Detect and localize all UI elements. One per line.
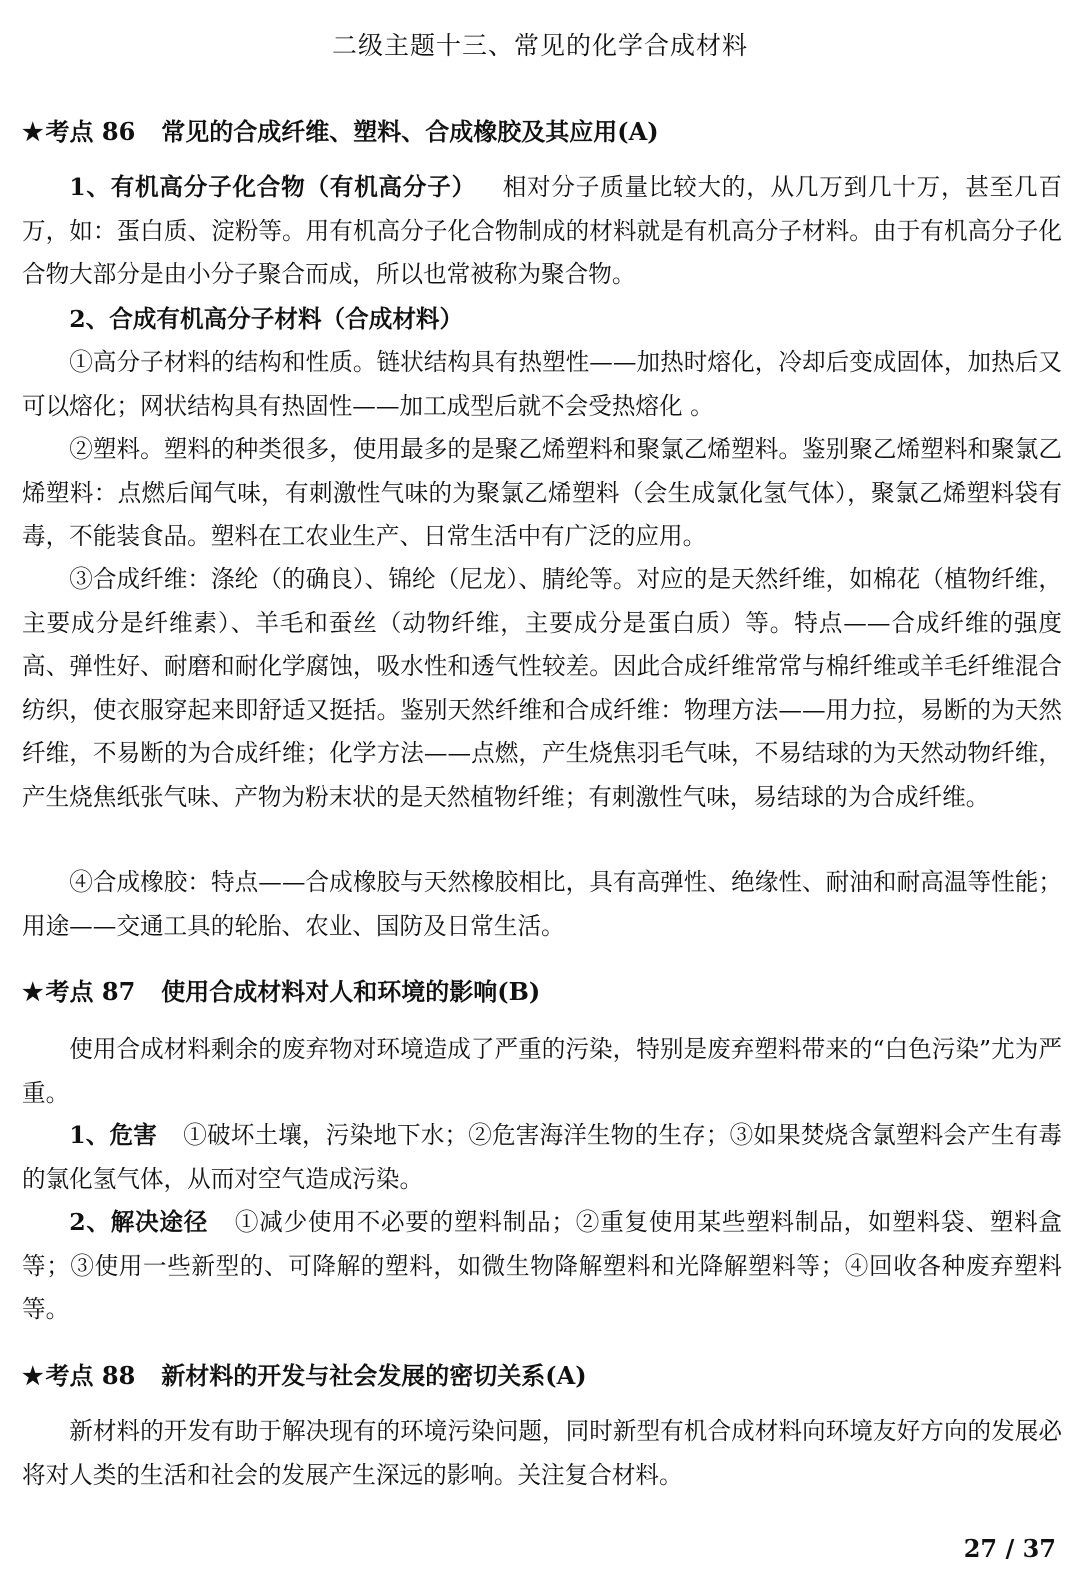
section-88-body: 新材料的开发有助于解决现有的环境污染问题，同时新型有机合成材料向环境友好方向的发展必将对人类的生活和社会的发展产生深远的影响。关注复合材料。 (22, 1417, 1062, 1489)
paragraph-2-heading: 2、合成有机高分子材料（合成材料） (69, 305, 464, 333)
solution-heading: 2、解决途径 (69, 1208, 209, 1236)
section-86-paragraph-1 (22, 166, 1062, 297)
section-86-item-4: ④合成橡胶：特点——合成橡胶与天然橡胶相比，具有高弹性、绝缘性、耐油和耐高温等性能；用途——交通工具的轮胎、农业、国防及日常生活。 (22, 868, 1062, 940)
solution-body: ①减少使用不必要的塑料制品；②重复使用某些塑料制品，如塑料袋、塑料盒等；③使用一些新型的、可降解的塑料，如微生物降解塑料和光降解塑料等；④回收各种废弃塑料等。 (22, 1208, 1062, 1324)
paragraph-1-body: 相对分子质量比较大的，从几万到几十万，甚至几百万，如：蛋白质、淀粉等。用有机高分子化合物制成的材料就是有机高分子材料。由于有机高分子化合物大部分是由小分子聚合而成，所以也常被称为聚合物。 (22, 173, 1062, 289)
star-icon: ★ (22, 117, 44, 146)
section-87-solution (22, 1201, 1062, 1332)
section-86-heading (22, 112, 1062, 147)
section-87-intro: 使用合成材料剩余的废弃物对环境造成了严重的污染，特别是废弃塑料带来的“白色污染”尤为严重。 (22, 1035, 1062, 1107)
section-86-title: 常见的合成纤维、塑料、合成橡胶及其应用(A) (161, 117, 659, 146)
section-87-label: 考点 87 (45, 977, 136, 1006)
harm-body: ①破坏土壤，污染地下水；②危害海洋生物的生存；③如果焚烧含氯塑料会产生有毒的氯化氢气体，从而对空气造成污染。 (22, 1121, 1063, 1193)
section-86-item-2: ②塑料。塑料的种类很多，使用最多的是聚乙烯塑料和聚氯乙烯塑料。鉴别聚乙烯塑料和聚氯乙烯塑料：点燃后闻气味，有刺激性气味的为聚氯乙烯塑料（会生成氯化氢气体），聚氯乙烯塑料袋有毒，不能装食品。塑料在工农业生产、日常生活中有广泛的应用。 (22, 435, 1062, 551)
section-87-heading (22, 972, 1062, 1007)
section-86-item-3: ③合成纤维：涤纶（的确良）、锦纶（尼龙）、腈纶等。对应的是天然纤维，如棉花（植物纤维，主要成分是纤维素）、羊毛和蚕丝（动物纤维，主要成分是蛋白质）等。特点——合成纤维的强度高、弹性好、耐磨和耐化学腐蚀，吸水性和透气性较差。因此合成纤维常常与棉纤维或羊毛纤维混合纺织，使衣服穿起来即舒适又挺括。鉴别天然纤维和合成纤维：物理方法——用力拉，易断的为天然纤维，不易断的为合成纤维；化学方法——点燃，产生烧焦羽毛气味，不易结球的为天然动物纤维，产生烧焦纸张气味、产物为粉末状的是天然植物纤维；有刺激性气味，易结球的为合成纤维。 (22, 565, 1062, 811)
harm-heading: 1、危害 (69, 1121, 158, 1149)
star-icon: ★ (22, 1361, 44, 1390)
section-86-label: 考点 86 (45, 117, 136, 146)
section-88-heading (22, 1356, 1062, 1391)
page-number: 27 / 37 (963, 1534, 1056, 1563)
star-icon: ★ (22, 977, 44, 1006)
section-86-item-1: ①高分子材料的结构和性质。链状结构具有热塑性——加热时熔化，冷却后变成固体，加热后又可以熔化；网状结构具有热固性——加工成型后就不会受热熔化 。 (22, 348, 1062, 420)
section-86-paragraph-2-heading (22, 298, 1062, 342)
paragraph-1-heading: 1、有机高分子化合物（有机高分子） (69, 173, 476, 201)
section-87-title: 使用合成材料对人和环境的影响(B) (161, 977, 541, 1006)
section-88-title: 新材料的开发与社会发展的密切关系(A) (161, 1361, 587, 1390)
section-87-harm (22, 1114, 1062, 1201)
section-88-label: 考点 88 (45, 1361, 136, 1390)
page-title: 二级主题十三、常见的化学合成材料 (331, 31, 748, 60)
